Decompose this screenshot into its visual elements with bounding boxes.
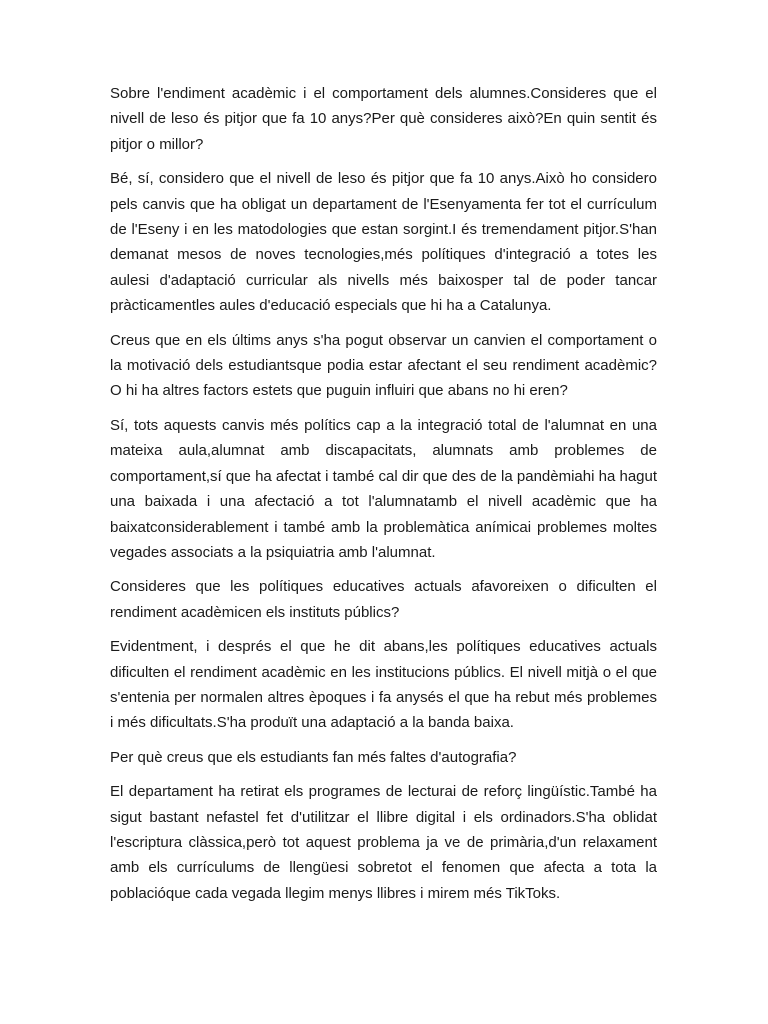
answer-paragraph-2: Sí, tots aquests canvis més polítics cap a la integració total de l'alumnat en una mateixa aula,alumnat amb discapacitats, alumnats amb problemes de comportament,sí que ha afectat i també cal dir que des de la pandèmiahi ha hagut una baixada i una afectació a tot l'alumnatamb el nivell acadèmic que ha baixatconsiderablement i també amb la problemàtica anímicai problemes moltes vegades associats a la psiquiatria amb l'alumnat. xyxy=(110,416,658,561)
question-paragraph-4: Per què creus que els estudiants fan més faltes d'autografia? xyxy=(110,748,517,766)
answer-paragraph-4: El departament ha retirat els programes de lecturai de reforç lingüístic.També ha sigut bastant nefastel fet d'utilitzar el llibre digital i els ordinadors.S'ha oblidat l'escriptura clàssica,però tot aquest problema ja ve de primària,d'un relaxament amb els currículums de llengüesi sobretot el fenomen que afecta a tota la poblacióque cada vegada llegim menys llibres i mirem més TikToks. xyxy=(110,783,657,902)
answer-paragraph-3: Evidentment, i després el que he dit abans,les polítiques educatives actuals dificulten el rendiment acadèmic en les institucions públics. El nivell mitjà o el que s'entenia per normalen altres èpoques i fa anysés el que ha rebut més problemes i més dificultats.S'ha produït una adaptació a la banda baixa. xyxy=(110,638,657,732)
question-paragraph-1: Sobre l'endiment acadèmic i el comportament dels alumnes.Consideres que el nivell de leso és pitjor que fa 10 anys?Per què consideres això?En quin sentit és pitjor o millor? xyxy=(110,85,657,153)
question-paragraph-2: Creus que en els últims anys s'ha pogut observar un canvien el comportament o la motivació dels estudiantsque podia estar afectant el seu rendiment acadèmic?O hi ha altres factors estets que puguin influiri que abans no hi eren? xyxy=(110,331,657,400)
document-body xyxy=(110,81,657,915)
answer-paragraph-1: Bé, sí, considero que el nivell de leso és pitjor que fa 10 anys.Això ho considero pels canvis que ha obligat un departament de l'Esenyamenta fer tot el currículum de l'Eseny i en les matodologies que estan sorgint.I és tremendament pitjor.S'han demanat mesos de noves tecnologies,més polítiques d'integració a totes les aulesi d'adaptació curricular als nivells més baixosper tal de poder tancar pràcticamentles aules d'educació especials que hi ha a Catalunya. xyxy=(110,170,657,315)
question-paragraph-3: Consideres que les polítiques educatives actuals afavoreixen o dificulten el rendiment acadèmicen els instituts públics? xyxy=(110,578,657,621)
